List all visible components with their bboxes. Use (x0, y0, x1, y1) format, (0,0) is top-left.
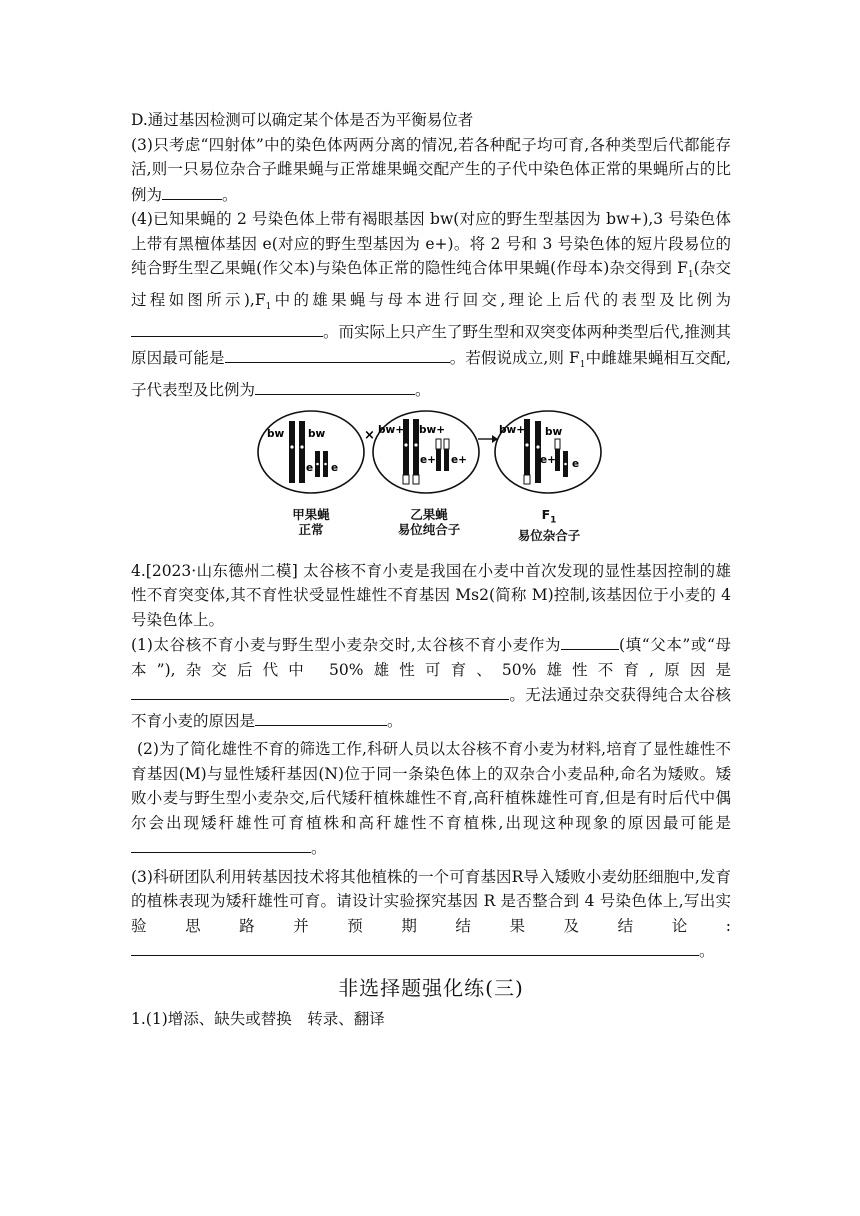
question-4-part-3: (3)科研团队利用转基因技术将其他植株的一个可育基因R导入矮败小麦幼胚细胞中,发育的植株表现为矮秆雄性可育。请设计实验探究基因 R 是否整合到 4 号染色体上,写出实验思路并预期结果及结论:。 (131, 867, 731, 961)
cross-symbol: × (364, 427, 375, 443)
chromosome-3b (444, 449, 449, 471)
label-bw-plus: bw+ (499, 423, 526, 436)
option-d: D.通过基因检测可以确定某个体是否为平衡易位者 (131, 111, 474, 129)
cross-diagram-svg (256, 409, 616, 509)
section-title: 非选择题强化练(三) (338, 975, 524, 1000)
label-e-plus: e+ (540, 453, 556, 466)
cross-diagram (256, 409, 616, 509)
answer-blank[interactable] (561, 632, 619, 650)
chromosome-3a (436, 449, 441, 471)
answer-blank[interactable] (225, 345, 450, 363)
question-4-intro: 4.[2023·山东德州二模] 太谷核不育小麦是我国在小麦中首次发现的显性基因控制的雄性不育突变体,其不育性状受显性雄性不育基因 Ms2(简称 M)控制,该基因位于小麦的 4 号染色体上。 (131, 561, 731, 629)
label-bw: bw (267, 427, 285, 440)
label-e: e (572, 457, 580, 470)
caption-jia: 甲果蝇 正常 (292, 506, 330, 537)
answer-blank[interactable] (162, 182, 222, 200)
answer-blank[interactable] (131, 938, 691, 956)
question-4-part-1: (1)太谷核不育小麦与野生型小麦杂交时,太谷核不育小麦作为 (填“父本”或“母本”),杂交后代中 50%雄性可育、50%雄性不育,原因是。无法通过杂交获得纯合太谷核不育小麦的原因是 。 (131, 632, 731, 733)
chromosome-2b (535, 421, 541, 483)
answer-blank[interactable] (131, 835, 311, 853)
label-e-plus: e+ (420, 453, 436, 466)
document-page (131, 108, 731, 1031)
question-3-part-4: (4)已知果蝇的 2 号染色体上带有褐眼基因 bw(对应的野生型基因为 bw+),3 号染色体上带有黑檀体基因 e(对应的野生型基因为 e+)。将 2 号和 3 号染色体的短片段易位的纯合野生型乙果蝇(作父本)与染色体正常的隐性纯合体甲果蝇(作母本)杂交得到 $F_1$(杂交过程如图所示)$,F_1$中的雄果蝇与母本进行回交,理论上后代的表型及比例为。而实际上只产生了野生型和双突变体两种类型后代,推测其原因最可能是 。若假说成立,则 $F_1$中雌雄果蝇相互交配,子代表型及比例为 。 (131, 210, 731, 400)
chromosome-2a (289, 421, 295, 483)
caption-yi: 乙果蝇 易位纯合子 (397, 506, 461, 537)
answer-blank[interactable] (255, 708, 387, 726)
label-e-plus: e+ (451, 453, 467, 466)
answer-blank[interactable] (691, 938, 699, 956)
label-bw: bw (308, 427, 326, 440)
label-bw: bw (545, 425, 563, 438)
label-e: e (331, 461, 339, 474)
question-4-part-2: (2)为了简化雄性不育的筛选工作,科研人员以太谷核不育小麦为材料,培育了显性雄性不育基因(M)与显性矮秆基因(N)位于同一条染色体上的双杂合小麦品种,命名为矮败。矮败小麦与野生型小麦杂交,后代矮秆植株雄性不育,高秆植株雄性可育,但是有时后代中偶尔会出现矮秆雄性可育植株和高秆雄性不育植株,出现这种现象的原因最可能是。 (131, 740, 731, 858)
answer-blank[interactable] (255, 377, 415, 395)
label-e: e (306, 461, 314, 474)
caption-f1: $F_1$ 易位杂合子 (517, 506, 581, 544)
label-bw-plus: bw+ (378, 423, 405, 436)
chromosome-2b (299, 421, 305, 483)
label-bw-plus: bw+ (419, 423, 446, 436)
answer-blank[interactable] (131, 682, 509, 700)
cell-jia (258, 411, 364, 493)
figure-captions (131, 506, 731, 551)
question-3-part-3: (3)只考虑“四射体”中的染色体两两分离的情况,若各种配子均可育,各种类型后代都能存活,则一只易位杂合子雌果蝇与正常雄果蝇交配产生的子代中染色体正常的果蝇所占的比例为 。 (131, 135, 731, 204)
answer-blank[interactable] (131, 319, 323, 337)
answer-1: 1.(1)增添、缺失或替换 转录、翻译 (131, 1009, 385, 1028)
